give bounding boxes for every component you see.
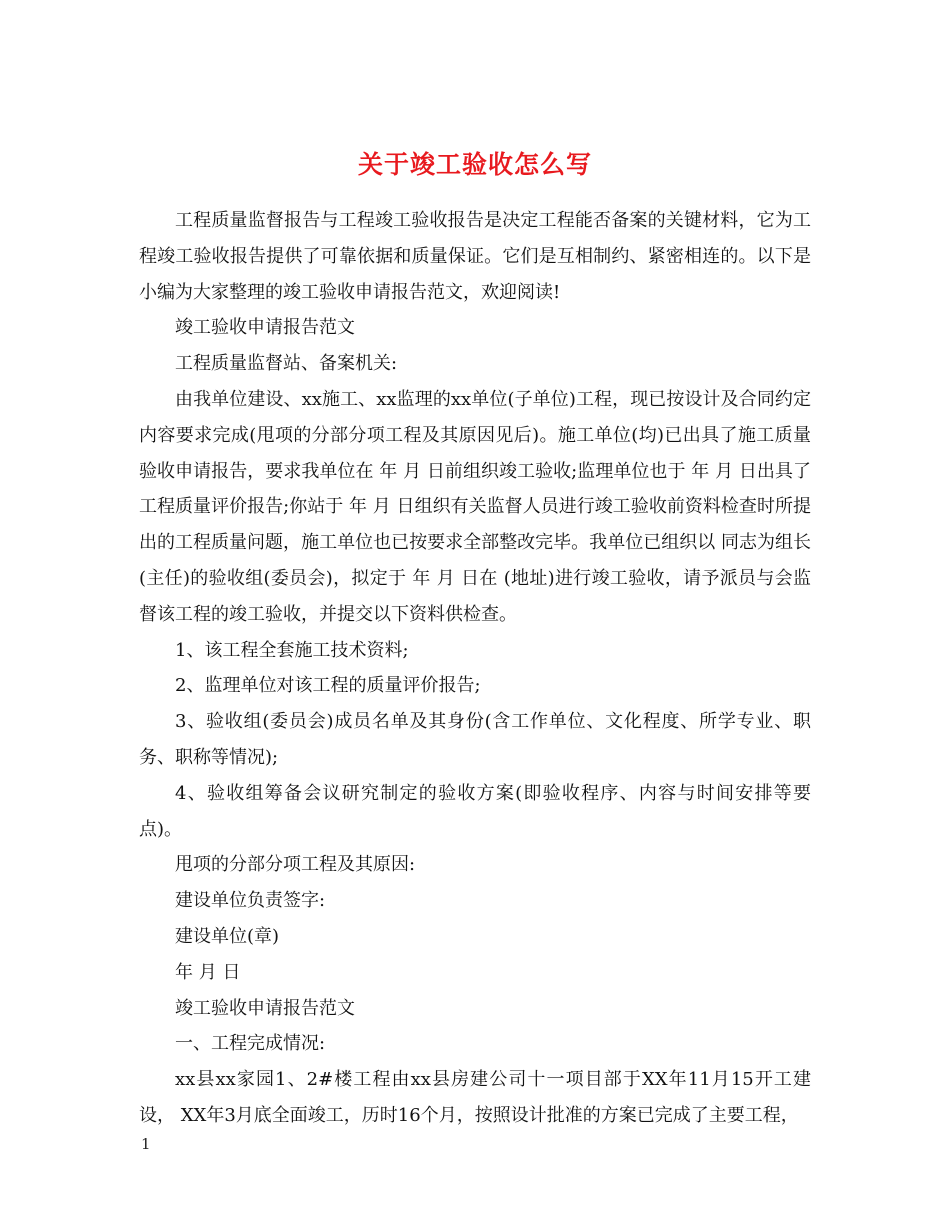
- page-title: 关于竣工验收怎么写: [357, 149, 592, 179]
- seal-line: 建设单位(章): [175, 925, 280, 947]
- list-item: 4、验收组筹备会议研究制定的验收方案(即验收程序、内容与时间安排等要点)。: [139, 782, 811, 840]
- section-heading: 竣工验收申请报告范文: [175, 317, 355, 339]
- application-paragraph: 由我单位建设、xx施工、xx监理的xx单位(子单位)工程，现已按设计及合同约定内容要求完成(甩项的分部分项工程及其原因见后)。施工单位(均)已出具了施工质量验收申请报告，要求我单位在 年 月 日前组织竣工验收;监理单位也于 年 月 日出具了工程质量评价报告;你站于 年 月 日组织有关监督人员进行竣工验收前资料检查时所提出的工程质量问题，施工单位也已按要求全部整改完毕。我单位已组织以 同志为组长(主任)的验收组(委员会)，拟定于 年 月 日在 (地址)进行竣工验收，请予派员与会监督该工程的竣工验收，并提交以下资料供检查。: [139, 388, 811, 625]
- list-item: 3、验收组(委员会)成员名单及其身份(含工作单位、文化程度、所学专业、职务、职称等情况);: [139, 711, 811, 768]
- addressee-line: 工程质量监督站、备案机关:: [175, 353, 398, 375]
- omitted-items-line: 甩项的分部分项工程及其原因:: [175, 854, 416, 876]
- list-item: 1、该工程全套施工技术资料;: [175, 639, 409, 661]
- page-number: 1: [141, 1135, 151, 1153]
- document-body: [139, 203, 811, 1134]
- list-item: 2、监理单位对该工程的质量评价报告;: [175, 675, 481, 697]
- project-paragraph: xx县xx家园1、2#楼工程由xx县房建公司十一项目部于XX年11月15开工建设， XX年3月底全面竣工，历时16个月，按照设计批准的方案已完成了主要工程，: [139, 1069, 811, 1126]
- section-heading: 竣工验收申请报告范文: [175, 997, 355, 1019]
- signature-line: 建设单位负责签字:: [175, 890, 326, 912]
- date-line: 年 月 日: [175, 961, 241, 983]
- intro-paragraph: 工程质量监督报告与工程竣工验收报告是决定工程能否备案的关键材料，它为工程竣工验收报告提供了可靠依据和质量保证。它们是互相制约、紧密相连的。以下是小编为大家整理的竣工验收申请报告范文，欢迎阅读!: [139, 210, 811, 303]
- subsection-heading: 一、工程完成情况:: [175, 1033, 326, 1055]
